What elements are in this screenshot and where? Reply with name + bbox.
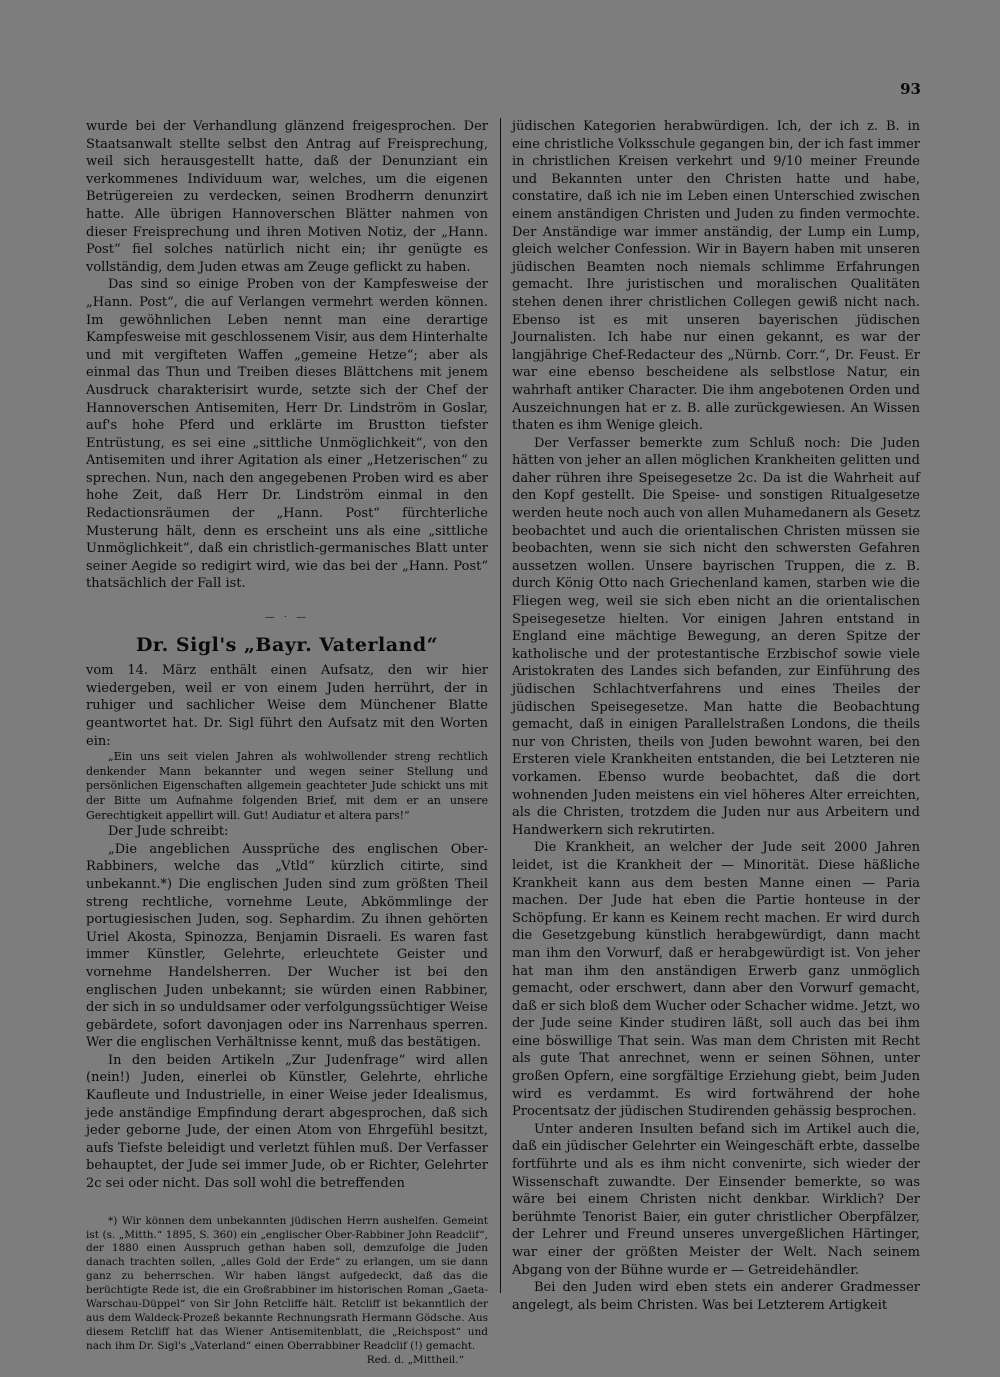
- paragraph: Bei den Juden wird eben stets ein anderer Gradmesser angelegt, als beim Christen. Was bei Letzterem Artigkeit: [512, 1280, 920, 1313]
- footnote-signature: Red. d. „Mittheil.“: [366, 1353, 464, 1366]
- paragraph: jüdischen Kategorien herabwürdigen. Ich, der ich z. B. in eine christliche Volksschule gegangen bin, der ich fast immer in christlichen Kreisen verkehrt und 9/10 meiner Freunde und Bekannten unter den Christen hatte und habe, constatire, daß ich nie im Leben einen Unterschied zwischen einem anständigen Christen und Juden zu finden vermochte. Der Anständige war immer anständig, der Lump ein Lump, gleich welcher Confession. Wir in Bayern haben mit unseren jüdischen Beamten noch niemals schlimme Erfahrungen gemacht. Ihre juristischen und moralischen Qualitäten stehen denen ihrer christlichen Collegen gewiß nicht nach. Ebenso ist es mit unseren bayerischen jüdischen Journalisten. Ich habe nur einen gekannt, es war der langjährige Chef-Redacteur des „Nürnb. Corr.“, Dr. Feust. Er war eine ebenso bescheidene als selbstlose Natur, ein wahrhaft antiker Character. Die ihm angebotenen Orden und Auszeichnungen hat er z. B. alle zurückgewiesen. An Wissen thaten es ihm Wenige gleich.: [512, 119, 920, 434]
- section-separator: — · —: [264, 612, 310, 624]
- paragraph: In den beiden Artikeln „Zur Judenfrage“ wird allen (nein!) Juden, einerlei ob Künstler, Gelehrte, ehrliche Kaufleute und Industrielle, in einer Weise jeder Idealismus, jede anständige Empfindung derart abgesprochen, daß sich jeder geborne Jude, der einen Atom von Ehrgefühl besitzt, aufs Tiefste beleidigt und verletzt fühlen muß. Der Verfasser behauptet, der Jude sei immer Jude, ob er Richter, Gelehrter 2c sei oder nicht. Das soll wohl die betreffenden: [86, 1052, 488, 1192]
- footnote: [86, 1215, 488, 1368]
- article-heading: Dr. Sigl's „Bayr. Vaterland“: [135, 633, 439, 656]
- column-divider: [500, 118, 501, 1293]
- paragraph: Der Jude schreibt:: [108, 824, 229, 840]
- right-column: [512, 118, 920, 1314]
- paragraph: Die Krankheit, an welcher der Jude seit 2000 Jahren leidet, ist die Krankheit der — Minorität. Diese häßliche Krankheit kann aus dem besten Manne einen — Paria machen. Der Jude hat eben die Partie honteuse in der Schöpfung. Er kann es Keinem recht machen. Er wird durch die Gesetzgebung künstlich herabgewürdigt, dann macht man ihm den Vorwurf, daß er herabgewürdigt ist. Von jeher hat man ihm den anständigen Erwerb ganz unmöglich gemacht, oder erschwert, dann aber den Vorwurf gemacht, daß er sich bloß dem Wucher oder Schacher widme. Jetzt, wo der Jude seine Kinder studiren läßt, soll auch das bei ihm eine böswillige That sein. Was man dem Christen mit Recht als gute That anrechnet, wenn er seinen Söhnen, unter großen Opfern, eine sorgfältige Erziehung giebt, beim Juden wird es verdammt. Es wird fortwährend der hohe Procentsatz der jüdischen Studirenden gehässig besprochen.: [512, 840, 920, 1120]
- paragraph: Das sind so einige Proben von der Kampfesweise der „Hann. Post“, die auf Verlangen vermehrt werden können. Im gewöhnlichen Leben nennt man eine derartige Kampfesweise mit geschlossenem Visir, aus dem Hinterhalte und mit vergifteten Waffen „gemeine Hetze“; aber als einmal das Thun und Treiben dieses Blättchens mit jenem Ausdruck charakterisirt wurde, setzte sich der Chef der Hannoverschen Antisemiten, Herr Dr. Lindström in Goslar, auf's hohe Pferd und erklärte im Brustton tiefster Entrüstung, es sei eine „sittliche Unmöglichkeit“, von den Antisemiten und ihrer Agitation als einer „Hetzerischen“ zu sprechen. Nun, nach den angegebenen Proben wird es aber hohe Zeit, daß Herr Dr. Lindström einmal in den Redactionsräumen der „Hann. Post“ fürchterliche Musterung hält, denn es erscheint uns als eine „sittliche Unmöglichkeit“, daß ein christlich-germanisches Blatt unter seiner Aegide so redigirt wird, wie das bei der „Hann. Post“ thatsächlich der Fall ist.: [86, 277, 488, 592]
- paragraph: vom 14. März enthält einen Aufsatz, den wir hier wiedergeben, weil er von einem Juden herrührt, der in ruhiger und sachlicher Weise dem Münchener Blatte geantwortet hat. Dr. Sigl führt den Aufsatz mit den Worten ein:: [86, 663, 488, 749]
- paragraph: „Die angeblichen Aussprüche des englischen Ober-Rabbiners, welche das „Vtld“ kürzlich citirte, sind unbekannt.*) Die englischen Juden sind zum größten Theil streng rechtliche, vornehme Leute, Abkömmlinge der portugiesischen Juden, sog. Sephardim. Zu ihnen gehörten Uriel Akosta, Spinozza, Benjamin Disraeli. Es waren fast immer Künstler, Gelehrte, erleuchtete Geister und vornehme Handelsherren. Der Wucher ist bei den englischen Juden unbekannt; sie würden einen Rabbiner, der sich in so unduldsamer oder verfolgungssüchtiger Weise gebärdete, sofort davonjagen oder ins Narrenhaus sperren. Wer die englischen Verhältnisse kennt, muß das bestätigen.: [86, 841, 488, 1051]
- quoted-introduction: „Ein uns seit vielen Jahren als wohlwollender streng rechtlich denkender Mann bekannter und wegen seiner Stellung und persönlichen Eigenschaften allgemein geachteter Jude schickt uns mit der Bitte um Aufnahme folgenden Brief, mit dem er an unsere Gerechtigkeit appellirt will. Gut! Audiatur et altera pars!“: [86, 750, 488, 822]
- page-number: 93: [900, 80, 921, 98]
- paragraph: Unter anderen Insulten befand sich im Artikel auch die, daß ein jüdischer Gelehrter ein Weingeschäft erbte, dasselbe fortführte und als es ihm nicht convenirte, sich wieder der Wissenschaft zuwandte. Der Einsender bemerkte, so was wäre bei einem Christen nicht denkbar. Wirklich? Der berühmte Tenorist Baier, ein guter christlicher Oberpfälzer, der Lehrer und Freund unseres unvergeßlichen Härtinger, war einer der größten Meister der Welt. Nach seinem Abgang von der Bühne wurde er — Getreidehändler.: [512, 1121, 920, 1278]
- paragraph: wurde bei der Verhandlung glänzend freigesprochen. Der Staatsanwalt stellte selbst den Antrag auf Freisprechung, weil sich herausgestellt hatte, daß der Denunziant ein verkommenes Individuum war, welches, um die eigenen Betrügereien zu verdecken, seinen Brodherrn denunzirt hatte. Alle übrigen Hannoverschen Blätter nahmen von dieser Freisprechung und ihren Motiven Notiz, der „Hann. Post“ fiel solches natürlich nicht ein; ihr genügte es vollständig, dem Juden etwas am Zeuge geflickt zu haben.: [86, 119, 488, 275]
- left-column: [86, 118, 488, 1368]
- paragraph: Der Verfasser bemerkte zum Schluß noch: Die Juden hätten von jeher an allen möglichen Krankheiten gelitten und daher rühren ihre Speisegesetze 2c. Da ist die Wahrheit auf den Kopf gestellt. Die Speise- und sonstigen Ritualgesetze werden heute noch auch von allen Muhamedanern als Gesetz beobachtet und auch die orientalischen Christen müssen sie beobachten, wenn sie sich nicht den schwersten Gefahren aussetzen wollen. Unsere bayrischen Truppen, die z. B. durch König Otto nach Griechenland kamen, starben wie die Fliegen weg, weil sie sich eben nicht an die orientalischen Speisegesetze hielten. Vor einigen Jahren entstand in England eine mächtige Bewegung, an deren Spitze der katholische und der protestantische Erzbischof sowie viele Aristokraten des Landes sich befanden, zur Einführung des jüdischen Schlachtverfahrens und eines Theiles der jüdischen Speisegesetze. Man hatte die Beobachtung gemacht, daß in einigen Parallelstraßen Londons, die theils nur von Christen, theils von Juden bewohnt waren, bei den Ersteren viele Krankheiten entstanden, die bei Letzteren nie vorkamen. Ebenso wurde beobachtet, daß die dort wohnenden Juden meistens ein viel höheres Alter erreichten, als die Christen, trotzdem die Juden nur aus Arbeitern und Handwerkern sich rekrutirten.: [512, 435, 920, 838]
- footnote-text: *) Wir können dem unbekannten jüdischen Herrn aushelfen. Gemeint ist (s. „Mitth.“ 1895, S. 360) ein „englischer Ober-Rabbiner John Readclif“, der 1880 einen Ausspruch gethan haben soll, demzufolge die Juden danach trachten sollen, „alles Gold der Erde“ zu erlangen, um sie dann ganz zu beherrschen. Wir haben längst aufgedeckt, daß das die berüchtigte Rede ist, die ein Großrabbiner im historischen Roman „Gaeta-Warschau-Düppel“ von Sir John Retcliffe hält. Retcliff ist bekanntlich der aus dem Waldeck-Prozeß bekannte Rechnungsrath Hermann Gödsche. Aus diesem Retcliff hat das Wiener Antisemitenblatt, die „Reichspost“ und nach ihm Dr. Sigl's „Vaterland“ einen Oberrabbiner Readclif (!) gemacht.: [86, 1214, 488, 1352]
